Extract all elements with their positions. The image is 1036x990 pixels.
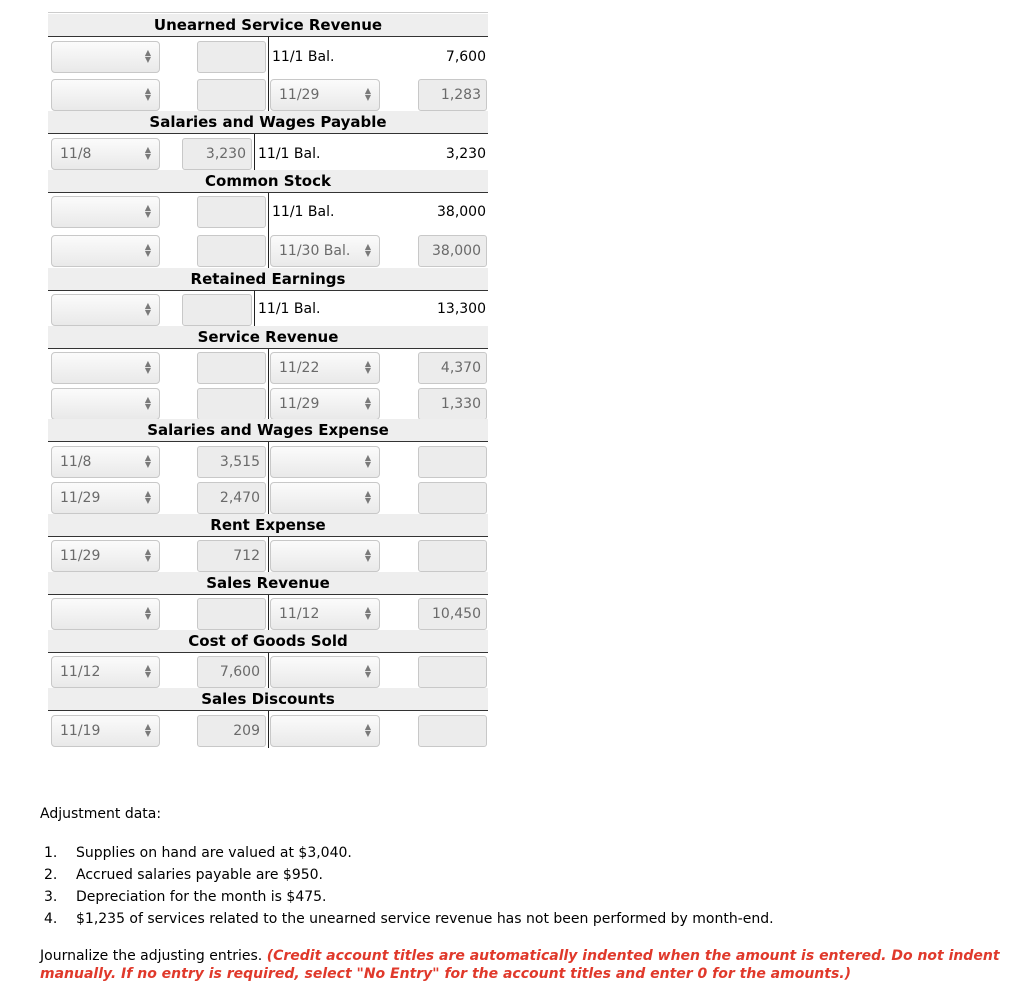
instructions-lead: Journalize the adjusting entries. [40, 948, 267, 964]
debit-amount-input[interactable] [197, 446, 266, 478]
credit-date-value: 11/12 [279, 606, 320, 622]
adjustment-heading: Adjustment data: [40, 806, 162, 822]
credit-amount-value: 4,370 [440, 360, 481, 376]
credit-date-select[interactable] [270, 715, 380, 747]
up-down-arrow-icon: ▲ ▼ [144, 453, 151, 469]
debit-amount-input[interactable] [197, 388, 266, 420]
debit-amount-input[interactable] [197, 540, 266, 572]
up-down-arrow-icon: ▲ ▼ [144, 242, 151, 258]
account-title-sales-revenue: Sales Revenue [206, 574, 330, 592]
debit-date-select[interactable] [51, 138, 160, 170]
account-title-sales-discounts: Sales Discounts [201, 690, 335, 708]
account-title-salaries-and-wages-expense: Salaries and Wages Expense [147, 421, 389, 439]
debit-amount-input[interactable] [197, 598, 266, 630]
up-down-arrow-icon: ▲ ▼ [144, 301, 151, 317]
adjustment-item-text: Depreciation for the month is $475. [76, 889, 327, 905]
instructions-note-2: manually. If no entry is required, select "No Entry" for the account titles and enter 0 for the amounts.) [40, 966, 852, 982]
t-account-divider [254, 291, 255, 326]
adjustment-item-number: 3. [44, 889, 58, 905]
debit-amount-input[interactable] [182, 138, 252, 170]
instructions-note-1: (Credit account titles are automatically indented when the amount is entered. Do not indent [266, 948, 1000, 964]
credit-date-select[interactable] [270, 79, 380, 111]
credit-date-value: 11/29 [279, 87, 320, 103]
t-account-divider [268, 349, 269, 421]
up-down-arrow-icon: ▲ ▼ [364, 663, 371, 679]
adjustment-item-text: Supplies on hand are valued at $3,040. [76, 845, 352, 861]
debit-date-select[interactable] [51, 196, 160, 228]
top-divider [48, 12, 488, 13]
debit-amount-input[interactable] [197, 79, 266, 111]
t-account-divider [268, 537, 269, 573]
t-account-divider [268, 595, 269, 631]
debit-date-select[interactable] [51, 79, 160, 111]
header-underline [48, 290, 488, 291]
debit-amount-value: 3,515 [219, 454, 260, 470]
credit-amount-input[interactable] [418, 235, 487, 267]
up-down-arrow-icon: ▲ ▼ [144, 722, 151, 738]
debit-date-value: 11/29 [60, 548, 101, 564]
t-account-divider [268, 37, 269, 114]
account-title-salaries-and-wages-payable: Salaries and Wages Payable [149, 113, 387, 131]
up-down-arrow-icon: ▲ ▼ [144, 86, 151, 102]
instructions-line-1 [40, 948, 1000, 964]
account-title-cost-of-goods-sold: Cost of Goods Sold [188, 632, 348, 650]
up-down-arrow-icon: ▲ ▼ [144, 547, 151, 563]
debit-date-select[interactable] [51, 482, 160, 514]
debit-amount-input[interactable] [197, 482, 266, 514]
debit-date-select[interactable] [51, 540, 160, 572]
up-down-arrow-icon: ▲ ▼ [144, 203, 151, 219]
debit-date-value: 11/29 [60, 490, 101, 506]
debit-amount-value: 7,600 [219, 664, 260, 680]
up-down-arrow-icon: ▲ ▼ [144, 663, 151, 679]
debit-amount-input[interactable] [197, 235, 266, 267]
t-account-divider [268, 653, 269, 689]
debit-amount-input[interactable] [197, 41, 266, 73]
up-down-arrow-icon: ▲ ▼ [144, 605, 151, 621]
adjustment-item-number: 2. [44, 867, 58, 883]
up-down-arrow-icon: ▲ ▼ [144, 48, 151, 64]
debit-date-select[interactable] [51, 715, 160, 747]
up-down-arrow-icon: ▲ ▼ [364, 395, 371, 411]
credit-amount: 3,230 [445, 146, 486, 162]
credit-label: 11/1 Bal. [272, 49, 335, 65]
account-title-service-revenue: Service Revenue [197, 328, 339, 346]
up-down-arrow-icon: ▲ ▼ [144, 395, 151, 411]
credit-date-select[interactable] [270, 352, 380, 384]
credit-date-select[interactable] [270, 598, 380, 630]
credit-amount-input[interactable] [418, 352, 487, 384]
debit-date-select[interactable] [51, 294, 160, 326]
credit-amount-input[interactable] [418, 388, 487, 420]
header-underline [48, 133, 488, 134]
debit-date-value: 11/19 [60, 723, 101, 739]
credit-date-select[interactable] [270, 540, 380, 572]
up-down-arrow-icon: ▲ ▼ [364, 359, 371, 375]
credit-amount-input[interactable] [418, 656, 487, 688]
debit-date-select[interactable] [51, 656, 160, 688]
up-down-arrow-icon: ▲ ▼ [364, 453, 371, 469]
up-down-arrow-icon: ▲ ▼ [364, 722, 371, 738]
credit-date-select[interactable] [270, 656, 380, 688]
t-account-divider [254, 134, 255, 171]
up-down-arrow-icon: ▲ ▼ [364, 86, 371, 102]
account-title-rent-expense: Rent Expense [210, 516, 326, 534]
debit-date-select[interactable] [51, 446, 160, 478]
credit-amount: 13,300 [437, 301, 486, 317]
credit-amount-value: 1,283 [440, 87, 481, 103]
up-down-arrow-icon: ▲ ▼ [364, 547, 371, 563]
account-title-retained-earnings: Retained Earnings [190, 270, 346, 288]
debit-amount-value: 712 [233, 548, 260, 564]
credit-label: 11/1 Bal. [258, 146, 321, 162]
debit-date-value: 11/8 [60, 146, 92, 162]
debit-date-select[interactable] [51, 598, 160, 630]
credit-amount-input[interactable] [418, 540, 487, 572]
credit-amount-input[interactable] [418, 598, 487, 630]
up-down-arrow-icon: ▲ ▼ [144, 145, 151, 161]
credit-label: 11/1 Bal. [272, 204, 335, 220]
up-down-arrow-icon: ▲ ▼ [364, 242, 371, 258]
credit-date-select[interactable] [270, 482, 380, 514]
credit-label: 11/1 Bal. [258, 301, 321, 317]
t-account-divider [268, 711, 269, 748]
adjustment-item-number: 4. [44, 911, 58, 927]
debit-date-value: 11/8 [60, 454, 92, 470]
debit-amount-input[interactable] [197, 656, 266, 688]
credit-date-select[interactable] [270, 388, 380, 420]
debit-amount-input[interactable] [182, 294, 252, 326]
adjustment-item-text: $1,235 of services related to the unearned service revenue has not been performed by month-end. [76, 911, 774, 927]
up-down-arrow-icon: ▲ ▼ [144, 489, 151, 505]
debit-amount-input[interactable] [197, 352, 266, 384]
credit-amount-input[interactable] [418, 482, 487, 514]
t-account-divider [268, 193, 269, 268]
debit-amount-input[interactable] [197, 715, 266, 747]
credit-amount-input[interactable] [418, 79, 487, 111]
debit-amount-input[interactable] [197, 196, 266, 228]
adjustment-item-text: Accrued salaries payable are $950. [76, 867, 323, 883]
debit-date-select[interactable] [51, 235, 160, 267]
account-title-common-stock: Common Stock [205, 172, 331, 190]
credit-amount-input[interactable] [418, 446, 487, 478]
credit-amount-value: 1,330 [440, 396, 481, 412]
debit-date-select[interactable] [51, 388, 160, 420]
debit-amount-value: 209 [233, 723, 260, 739]
t-account-divider [268, 442, 269, 514]
credit-amount-value: 38,000 [432, 243, 481, 259]
credit-date-value: 11/22 [279, 360, 320, 376]
debit-date-select[interactable] [51, 41, 160, 73]
account-title-unearned-service-revenue: Unearned Service Revenue [153, 16, 383, 34]
credit-amount: 38,000 [437, 204, 486, 220]
debit-amount-value: 2,470 [219, 490, 260, 506]
credit-date-select[interactable] [270, 235, 380, 267]
up-down-arrow-icon: ▲ ▼ [144, 359, 151, 375]
debit-amount-value: 3,230 [205, 146, 246, 162]
debit-date-select[interactable] [51, 352, 160, 384]
credit-date-value: 11/29 [279, 396, 320, 412]
credit-amount: 7,600 [445, 49, 486, 65]
adjustment-item-number: 1. [44, 845, 58, 861]
credit-amount-value: 10,450 [432, 606, 481, 622]
credit-date-value: 11/30 Bal. [279, 243, 351, 259]
up-down-arrow-icon: ▲ ▼ [364, 489, 371, 505]
credit-amount-input[interactable] [418, 715, 487, 747]
debit-date-value: 11/12 [60, 664, 101, 680]
credit-date-select[interactable] [270, 446, 380, 478]
up-down-arrow-icon: ▲ ▼ [364, 605, 371, 621]
